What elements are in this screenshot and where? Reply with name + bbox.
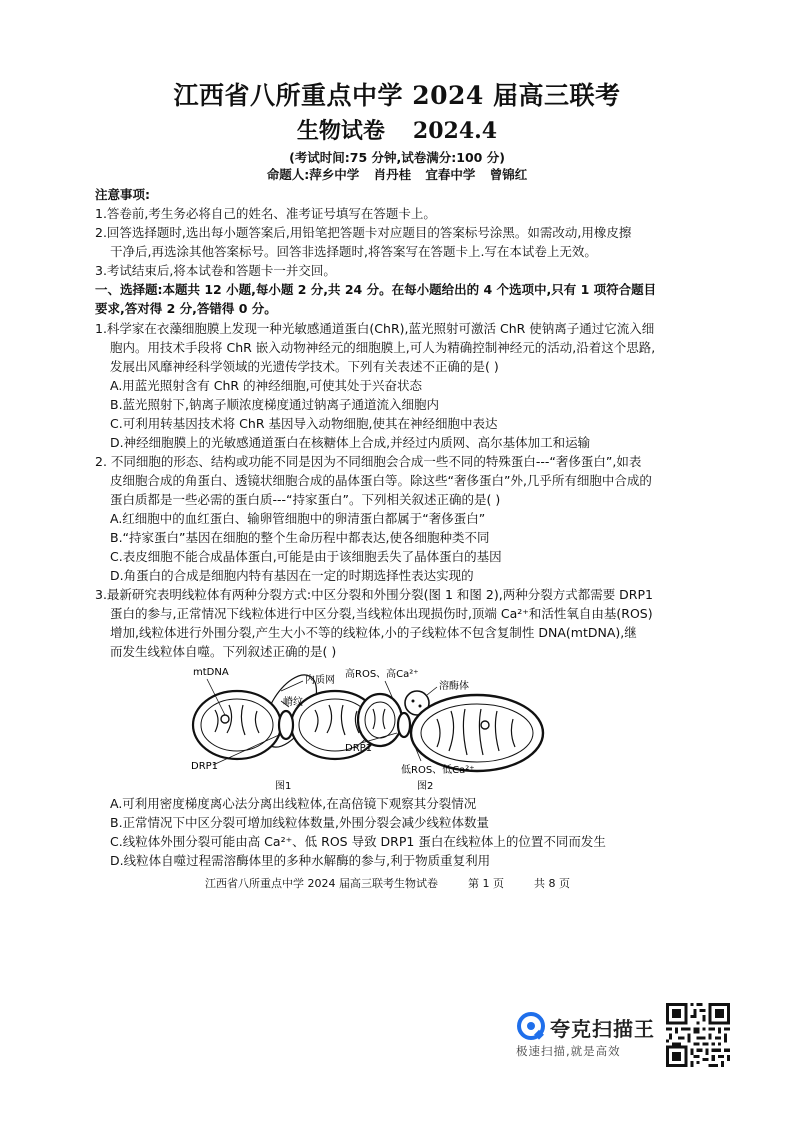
q3-option-d: D.线粒体自噬过程需溶酶体里的多种水解酶的参与,利于物质重复利用 [110,853,491,868]
q1-option-d: D.神经细胞膜上的光敏感通道蛋白在核糖体上合成,并经过内质网、高尔基体加工和运输 [110,435,591,450]
large-daughter-mito [411,695,543,771]
label-high: 高ROS、高Ca²⁺ [345,669,419,680]
drp1-ring [398,713,410,737]
label-drp1-fig1: DRP1 [191,761,219,772]
scanner-watermark [512,1005,662,1061]
label-mtdna: mtDNA [193,667,229,678]
notes-item: 干净后,再选涂其他答案标号。回答非选择题时,将答案写在答题卡上.写在本试卷上无效。 [110,244,597,259]
q2-option-b: B.“持家蛋白”基因在细胞的整个生命历程中都表达,使各细胞种类不同 [110,530,490,545]
q2-stem: 2. 不同细胞的形态、结构或功能不同是因为不同细胞会合成一些不同的特殊蛋白---“奢侈蛋白”,如表 [95,454,642,469]
exam-title: 江西省八所重点中学 2024 届高三联考 [173,81,621,110]
q2-stem: 皮细胞合成的角蛋白、透镜状细胞合成的晶体蛋白等。除这些“奢侈蛋白”外,几乎所有细胞中合成的 [110,473,652,488]
footer-total: 共 8 页 [534,877,570,890]
q1-option-a: A.用蓝光照射含有 ChR 的神经细胞,可使其处于兴奋状态 [110,378,423,393]
label-lysosome: 溶酶体 [439,681,469,692]
scanner-logo-icon [516,1011,546,1041]
scanner-name: 夸克扫描王 [550,1017,655,1041]
q3-stem: 蛋白的参与,正常情况下线粒体进行中区分裂,当线粒体出现损伤时,顶端 Ca²⁺和活性氧自由基(ROS) [110,606,653,621]
q1-stem: 胞内。用技术手段将 ChR 嵌入动物神经元的细胞膜上,可人为精确控制神经元的活动,沿着这个思路, [110,340,656,355]
lysosome-dot [419,705,422,708]
scanner-slogan: 极速扫描,就是高效 [516,1044,621,1058]
q2-option-d: D.角蛋白的合成是细胞内特有基因在一定的时期选择性表达实现的 [110,568,474,583]
figure-2 [345,667,543,792]
page-footer [205,875,600,891]
label-crista: 嵴纹 [283,697,303,708]
footer-page: 第 1 页 [468,877,504,890]
q3-option-c: C.线粒体外围分裂可能由高 Ca²⁺、低 ROS 导致 DRP1 蛋白在线粒体上的位置不同而发生 [110,834,606,849]
notes-item: 3.考试结束后,将本试卷和答题卡一并交回。 [95,263,336,278]
label-fig2: 图2 [417,781,434,792]
label-fig1: 图1 [275,781,292,792]
q2-option-c: C.表皮细胞不能合成晶体蛋白,可能是由于该细胞丢失了晶体蛋白的基因 [110,549,502,564]
q1-option-c: C.可利用转基因技术将 ChR 基因导入动物细胞,使其在神经细胞中表达 [110,416,498,431]
notes-item: 1.答卷前,考生务必将自己的姓名、准考证号填写在答题卡上。 [95,206,436,221]
leader-line [427,687,437,695]
q1-stem: 1.科学家在衣藻细胞膜上发现一种光敏感通道蛋白(ChR),蓝光照射可激活 ChR 使钠离子通过它流入细 [95,321,655,336]
mitochondria-figure [185,665,615,793]
label-er: 内质网 [305,675,335,686]
label-drp1-fig2: DRP1 [345,743,373,754]
label-low: 低ROS、低Ca²⁺ [401,765,475,776]
exam-date: 2024.4 [412,118,498,144]
lysosome-dot [412,700,415,703]
section-heading: 一、选择题:本题共 12 小题,每小题 2 分,共 24 分。在每小题给出的 4 个选项中,只有 1 项符合题目 [95,282,657,297]
exam-authors: 命题人:萍乡中学 肖丹桂 宜春中学 曾锦红 [266,167,528,182]
footer-exam: 江西省八所重点中学 2024 届高三联考生物试卷 [205,877,438,890]
exam-info: (考试时间:75 分钟,试卷满分:100 分) [289,150,505,165]
q3-stem: 而发生线粒体自噬。下列叙述正确的是( ) [110,644,337,659]
notes-heading: 注意事项: [95,187,150,202]
q3-stem: 增加,线粒体进行外围分裂,产生大小不等的线粒体,小的子线粒体不包含复制性 DNA(mtDNA),继 [110,625,637,640]
q3-option-a: A.可利用密度梯度离心法分离出线粒体,在高倍镜下观察其分裂情况 [110,796,477,811]
notes-item: 2.回答选择题时,选出每小题答案后,用铅笔把答题卡对应题目的答案标号涂黑。如需改动,用橡皮擦 [95,225,632,240]
q3-stem: 3.最新研究表明线粒体有两种分裂方式:中区分裂和外围分裂(图 1 和图 2),两种分裂方式都需要 DRP1 [95,587,653,602]
q1-stem: 发展出风靡神经科学领域的光遗传学技术。下列有关表述不正确的是( ) [110,359,499,374]
subject-label: 生物试卷 [296,118,385,144]
drp1-ring [279,711,293,739]
q2-option-a: A.红细胞中的血红蛋白、输卵管细胞中的卵清蛋白都属于“奢侈蛋白” [110,511,486,526]
figure-1 [191,666,379,792]
section-heading: 要求,答对得 2 分,答错得 0 分。 [95,301,277,316]
q2-stem: 蛋白质都是一些必需的蛋白质---“持家蛋白”。下列相关叙述正确的是( ) [110,492,501,507]
qr-code-icon [666,1003,730,1067]
q3-option-b: B.正常情况下中区分裂可增加线粒体数量,外围分裂会减少线粒体数量 [110,815,490,830]
exam-subtitle [0,114,794,145]
mito-left-lobe [193,691,281,759]
q1-option-b: B.蓝光照射下,钠离子顺浓度梯度通过钠离子通道流入细胞内 [110,397,440,412]
